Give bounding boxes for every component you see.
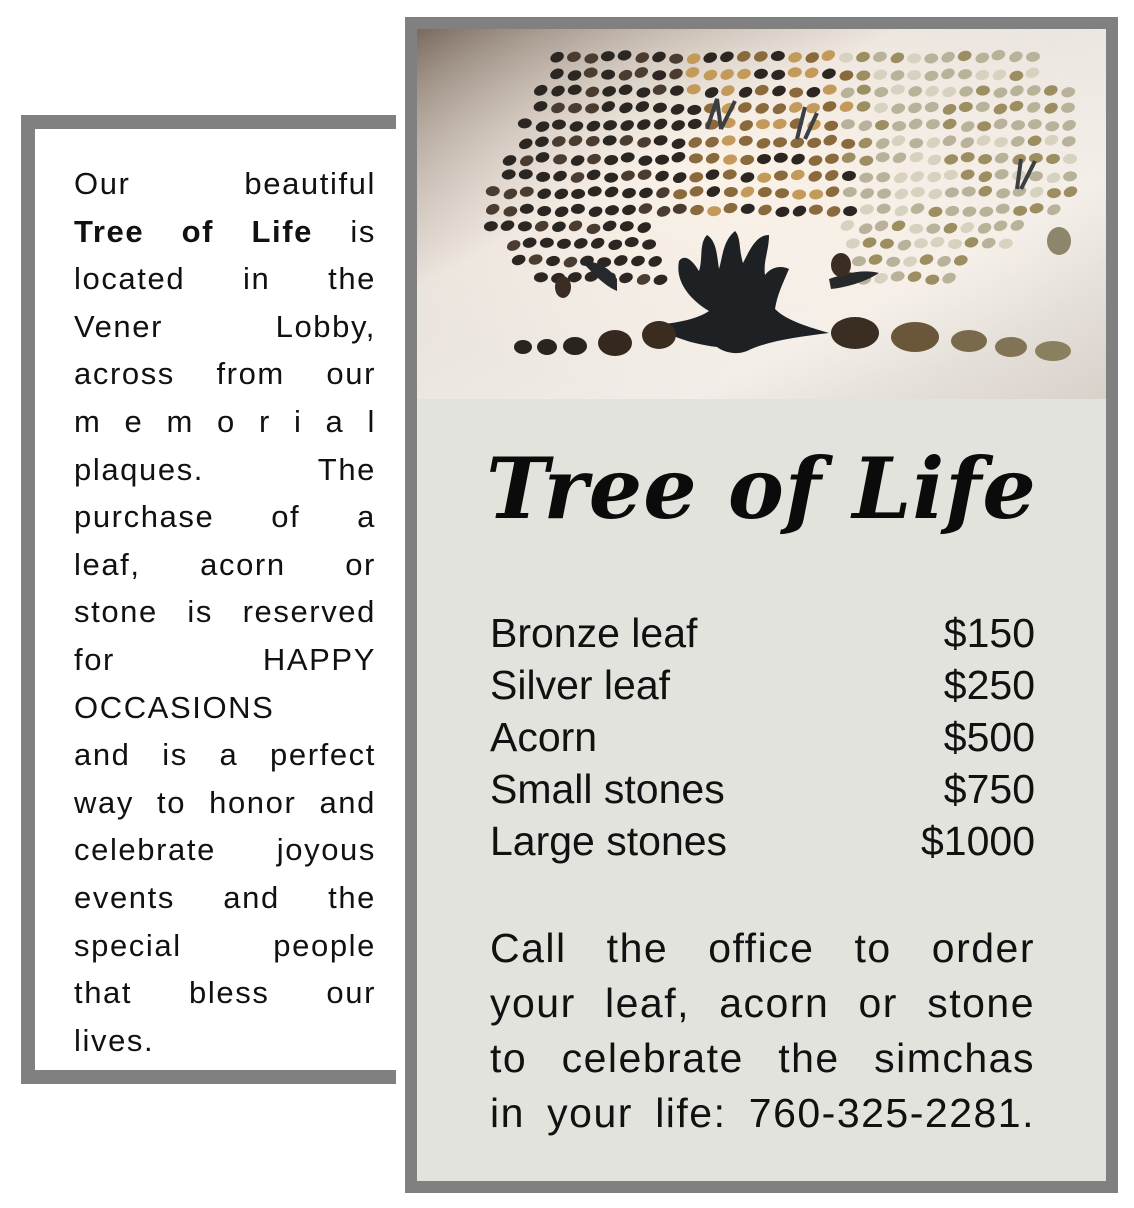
desc-line: m e m o r i a l	[74, 403, 376, 439]
price-value: $250	[943, 662, 1035, 708]
cta-line: in your life: 760-325-2281.	[490, 1090, 1035, 1136]
price-row	[490, 815, 1035, 867]
price-item: Acorn	[490, 714, 598, 760]
price-item: Small stones	[490, 766, 725, 812]
desc-line: Tree of Life is	[74, 213, 376, 249]
desc-line: lives.	[74, 1022, 155, 1058]
desc-line: located in the	[74, 261, 376, 297]
price-list	[490, 607, 1035, 867]
info-panel	[405, 17, 1118, 1193]
price-item: Bronze leaf	[490, 610, 698, 656]
cta-line: Call the office to order	[490, 925, 1035, 971]
desc-line: celebrate joyous	[74, 832, 376, 868]
cta-line: your leaf, acorn or stone	[490, 980, 1035, 1026]
price-value: $1000	[920, 818, 1035, 864]
price-value: $500	[943, 714, 1035, 760]
price-row	[490, 659, 1035, 711]
cta-line: to celebrate the simchas	[490, 1035, 1035, 1081]
desc-line: across from our	[74, 356, 376, 392]
desc-line: and is a perfect	[74, 737, 376, 773]
price-row	[490, 763, 1035, 815]
price-item: Silver leaf	[490, 662, 671, 708]
price-row	[490, 711, 1035, 763]
desc-line: that bless our	[74, 975, 376, 1011]
desc-line: Our beautiful	[74, 166, 376, 201]
desc-line: stone is reserved	[74, 594, 376, 630]
description-text	[74, 160, 376, 1064]
desc-line: events and the	[74, 879, 376, 915]
desc-line: leaf, acorn or	[74, 546, 376, 582]
price-value: $750	[943, 766, 1035, 812]
desc-line: special people	[74, 927, 376, 963]
desc-line: purchase of a	[74, 499, 376, 535]
desc-line: for HAPPY	[74, 641, 376, 677]
desc-line: plaques. The	[74, 451, 376, 487]
tree-of-life-sculpture-photo	[417, 29, 1106, 399]
desc-line: OCCASIONS	[74, 689, 275, 725]
page-title: Tree of Life	[486, 439, 1037, 538]
desc-line: Vener Lobby,	[74, 308, 376, 344]
price-item: Large stones	[490, 818, 728, 864]
bold-phrase: Tree of Life	[74, 213, 313, 249]
call-to-action	[490, 921, 1035, 1141]
price-row	[490, 607, 1035, 659]
desc-line: way to honor and	[74, 784, 376, 820]
price-value: $150	[943, 610, 1035, 656]
